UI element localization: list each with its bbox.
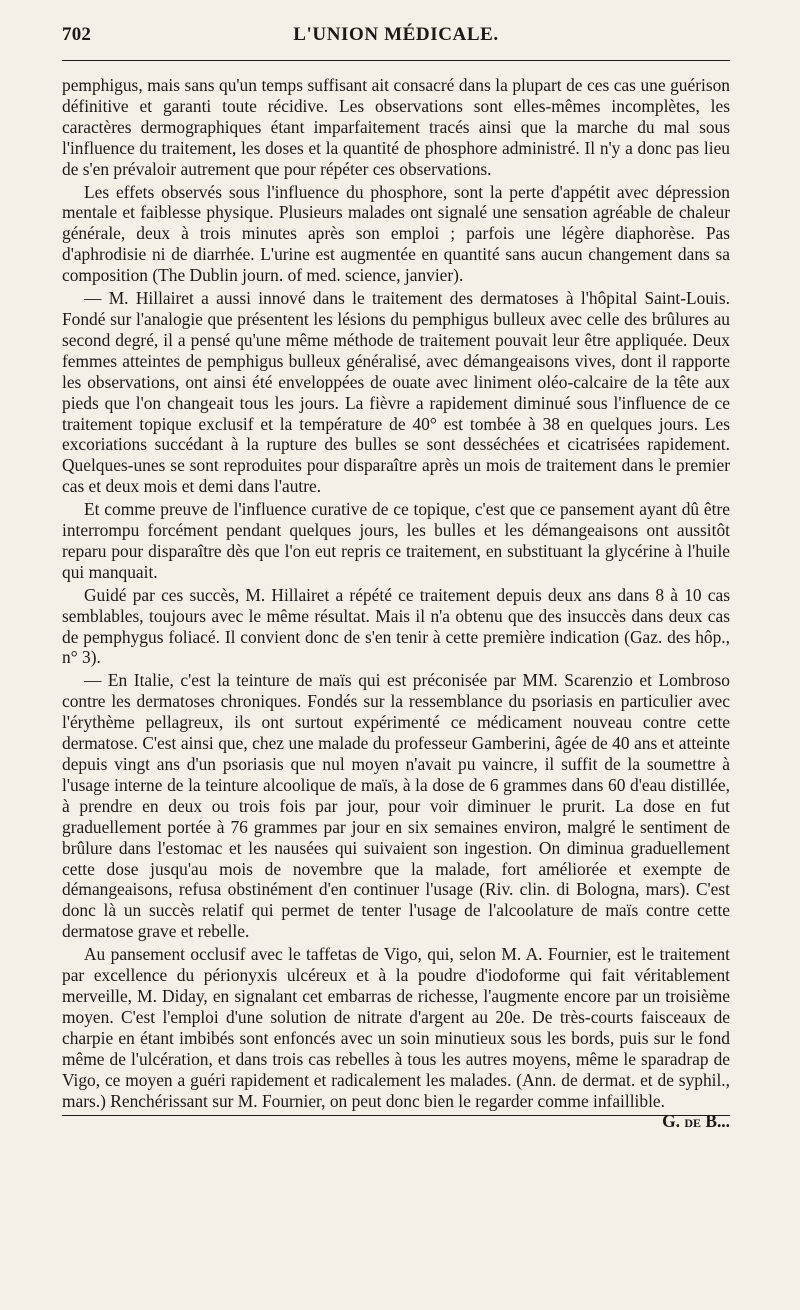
paragraph-2: Les effets observés sous l'influence du phosphore, sont la perte d'appétit avec dépression mentale et faiblesse physique. Plusieurs malades ont signalé une sensation agréable de chaleur générale, deux à trois minutes après son emploi ; parfois une légère diaphorèse. Pas d'aphrodisie ni de diarrhée. L'urine est augmentée en quantité sans aucun changement dans sa composition (The Dublin journ. of med. science, janvier). xyxy=(62,181,730,286)
paragraph-5: Guidé par ces succès, M. Hillairet a répété ce traitement depuis deux ans dans 8 à 10 cas semblables, toujours avec le même résultat. Mais il n'a obtenu que des insuccès dans deux cas de pemphygus foliacé. Il convient donc de s'en tenir à cette première indication (Gaz. des hôp., n° 3). xyxy=(62,584,730,668)
signature: G. de B... xyxy=(662,1111,730,1132)
paragraph-4: Et comme preuve de l'influence curative de ce topique, c'est que ce pansement ayant dû être interrompu forcément pendant quelques jours, les bulles et les démangeaisons ont aussitôt reparu pour disparaître dès que l'on eut repris ce traitement, en substituant la glycérine à l'huile qui manquait. xyxy=(62,499,730,582)
paragraph-7-text: Au pansement occlusif avec le taffetas de Vigo, qui, selon M. A. Fournier, est le traitement par excellence du périonyxis ulcéreux et à la poudre d'iodoforme qui fait véritablement merveille, M. Diday, en signalant cet embarras de richesse, l'augmente encore par un troisième moyen. C'est l'emploi d'une solution de nitrate d'argent au 20e. De très-courts faisceaux de charpie en étant imbibés sont enfoncés avec un soin minutieux sous les bords, puis sur le fond même de l'ulcération, et dans trois cas rebelles à tous les autres moyens, même le sparadrap de Vigo, ce moyen a guéri rapidement et radicalement les malades. (Ann. de dermat. et de syphil., mars.) Renchérissant sur M. Fournier, on peut donc bien le regarder comme infaillible. xyxy=(62,944,730,1111)
paragraph-6: — En Italie, c'est la teinture de maïs qui est préconisée par MM. Scarenzio et Lombroso contre les dermatoses chroniques. Fondés sur la ressemblance du psoriasis en particulier avec l'érythème pellagreux, ils ont surtout expérimenté ce médicament nouveau contre cette dermatose. C'est ainsi que, chez une malade du professeur Gamberini, âgée de 40 ans et atteinte depuis vingt ans d'un psoriasis que nul moyen n'avait pu vaincre, il suffit de la soumettre à l'usage interne de la teinture alcoolique de maïs, à la dose de 6 grammes dans 60 d'eau distillée, à prendre en deux ou trois fois par jour, pour voir diminuer le prurit. La dose en fut graduellement portée à 76 grammes par jour en six semaines environ, malgré le sentiment de brûlure dans l'estomac et les nausées qui suivaient son ingestion. On diminua graduellement cette dose jusqu'au mois de novembre que la malade, fort améliorée et exempte de démangeaisons, refusa obstinément d'en continuer l'usage (Riv. clin. di Bologna, mars). C'est donc là un succès relatif qui permet de tenter l'usage de l'alcoolature de maïs contre cette dermatose grave et rebelle. xyxy=(62,670,730,942)
paragraph-1: pemphigus, mais sans qu'un temps suffisant ait consacré dans la plupart de ces cas une guérison définitive et garanti toute récidive. Les observations sont elles-mêmes incomplètes, les caractères dermographiques étant imparfaitement tracés ainsi que la marche du mal sous l'influence du traitement, les doses et la quantité de phosphore administré. Il n'y a donc pas lieu de s'en prévaloir autrement que pour répéter ces observations. xyxy=(62,75,730,179)
running-header xyxy=(62,24,730,46)
page-number: 702 xyxy=(62,24,92,45)
paragraph-3: — M. Hillairet a aussi innové dans le traitement des dermatoses à l'hôpital Saint-Louis. Fondé sur l'analogie que présentent les lésions du pemphigus bulleux avec celle des brûlures au second degré, il a pensé qu'une même méthode de traitement pouvait leur être appliquée. Deux femmes atteintes de pemphigus bulleux généralisé, avec démangeaisons vives, dont il rapporte les observations, ont ainsi été enveloppées de ouate avec liniment oléo-calcaire de la tête aux pieds que l'on changeait tous les jours. La fièvre a rapidement diminué sous l'influence de ce traitement topique exclusif et la température de 40° est tombée à 38 en quelques jours. Les excoriations succédant à la rupture des bulles se sont desséchées et cicatrisées rapidement. Quelques-unes se sont reproduites pour disparaître après un mois de traitement dans le premier cas et deux mois et demi dans l'autre. xyxy=(62,288,730,497)
paragraph-7 xyxy=(62,944,730,1132)
journal-title: L'UNION MÉDICALE. xyxy=(293,24,499,45)
footer-rule xyxy=(62,1115,730,1116)
header-rule xyxy=(62,60,730,61)
article-body xyxy=(62,75,730,1132)
